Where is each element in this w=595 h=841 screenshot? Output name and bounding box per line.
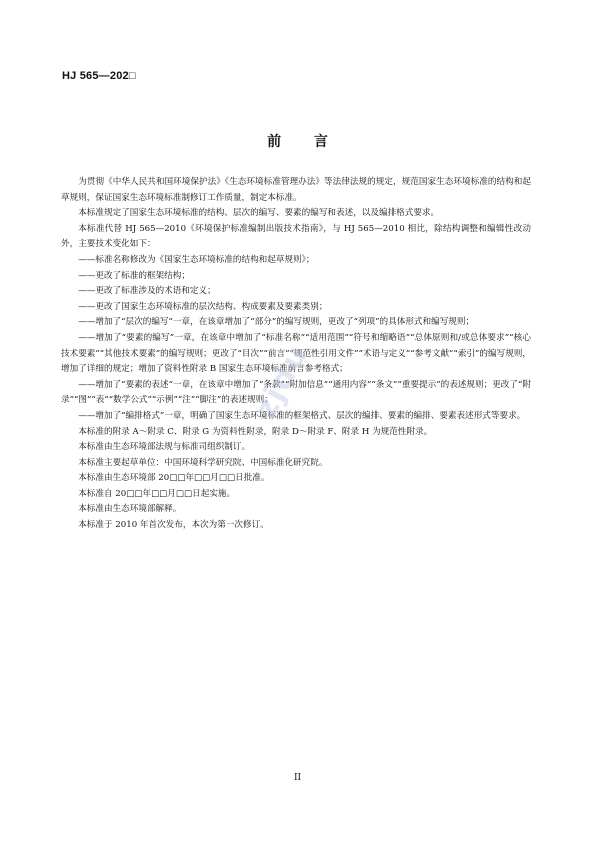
preface-body <box>61 175 531 534</box>
list-item-change: ——增加了“要素的表述”一章，在该章中增加了“条款”“附加信息”“通用内容”“条文”“重要提示”的表述规则；更改了“附录”“图”“表”“数学公式”“示例”“注”“脚注”的表述规则； <box>61 379 531 406</box>
watermark-logo: zjdu <box>248 338 316 425</box>
paragraph-drafters: 本标准主要起草单位：中国环境科学研究院、中国标准化研究院。 <box>78 457 328 468</box>
paragraph-purpose: 为贯彻《中华人民共和国环境保护法》《生态环境标准管理办法》等法律法规的规定，规范国家生态环境标准的结构和起草规则，保证国家生态环境标准制修订工作质量，制定本标准。 <box>61 177 531 203</box>
list-item-change: ——增加了“编排格式”一章，明确了国家生态环境标准的框架格式、层次的编排、要素的编排、要素表述形式等要求。 <box>78 410 526 421</box>
list-item-change: ——更改了标准的框架结构； <box>78 270 190 281</box>
page-number: II <box>293 773 302 783</box>
paragraph-interpretation: 本标准由生态环境部解释。 <box>78 504 182 515</box>
paragraph-replaces: 本标准代替 HJ 565—2010《环境保护标准编制出版技术指南》，与 HJ 565—2010 相比，除结构调整和编辑性改动外，主要技术变化如下： <box>61 223 531 250</box>
list-item-change: ——增加了“层次的编写”一章，在该章增加了“部分”的编写规则，更改了“列项”的具体形式和编写规则； <box>78 317 475 328</box>
paragraph-history: 本标准于 2010 年首次发布，本次为第一次修订。 <box>78 520 269 531</box>
document-code: HJ 565—202□ <box>62 70 136 82</box>
list-item-change: ——更改了国家生态环境标准的层次结构、构成要素及要素类别； <box>78 301 328 312</box>
list-item-change: ——增加了“要素的编写”一章，在该章中增加了“标准名称”“适用范围”“符号和缩略语”“总体原则和/或总体要求”“核心技术要素”“其他技术要素”的编写规则；更改了“目次”“前言”“规范性引用文件”“术语与定义”“参考文献”“索引”的编写规则，增加了详细的规定；增加了资料性附录 B 国家生态环境标准前言参考格式； <box>61 332 531 375</box>
page-title: 前 言 <box>267 134 342 150</box>
paragraph-organizer: 本标准由生态环境部法规与标准司组织制订。 <box>78 442 251 453</box>
paragraph-effective: 本标准自 20□□年□□月□□日起实施。 <box>78 488 236 499</box>
paragraph-appendix: 本标准的附录 A～附录 C、附录 G 为资料性附录，附录 D～附录 F、附录 H 为规范性附录。 <box>78 426 433 437</box>
paragraph-scope: 本标准规定了国家生态环境标准的结构、层次的编写、要素的编写和表述，以及编排格式要求。 <box>78 208 440 219</box>
list-item-change: ——更改了标准涉及的术语和定义； <box>78 286 216 297</box>
list-item-change: ——标准名称修改为《国家生态环境标准的结构和起草规则》； <box>78 254 315 265</box>
paragraph-approval: 本标准由生态环境部 20□□年□□月□□日批准。 <box>78 473 270 484</box>
